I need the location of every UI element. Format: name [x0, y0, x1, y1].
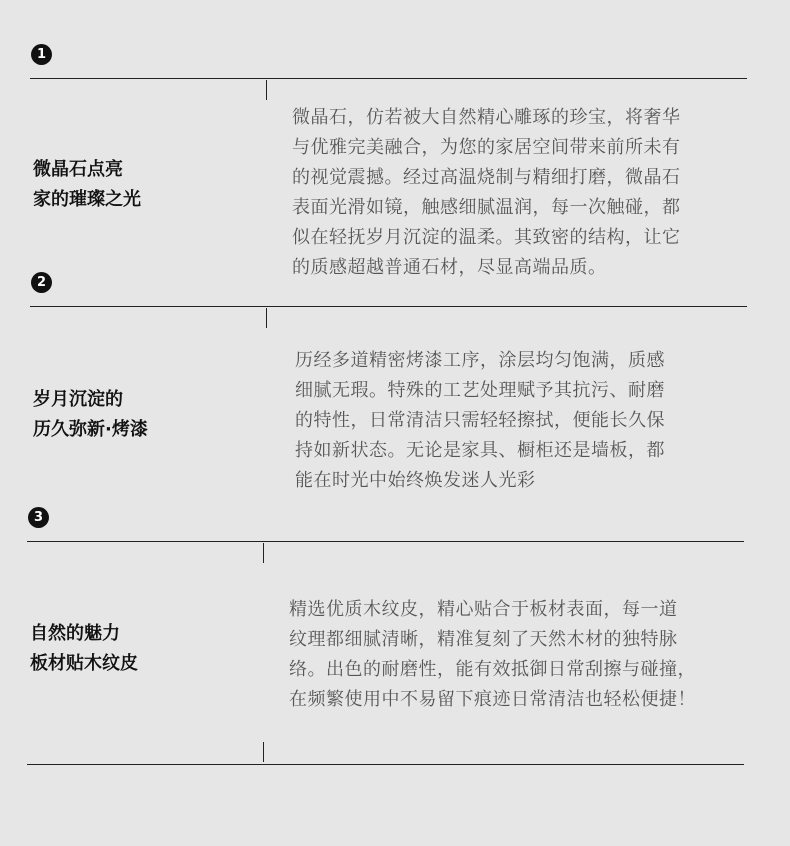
divider-tick: [263, 742, 264, 762]
section-body: [289, 595, 696, 715]
divider-tick: [263, 543, 264, 563]
body-line: 能在时光中始终焕发迷人光彩: [295, 470, 536, 491]
section-body: [295, 346, 665, 496]
section-title-line: 家的璀璨之光: [33, 189, 141, 210]
body-line: 的视觉震撼。经过高温烧制与精细打磨，微晶石: [292, 167, 681, 188]
section-title-line: 微晶石点亮: [33, 159, 123, 180]
body-line: 历经多道精密烤漆工序，涂层均匀饱满，质感: [295, 350, 665, 371]
body-line: 精选优质木纹皮，精心贴合于板材表面，每一道: [289, 599, 678, 620]
body-line: 络。出色的耐磨性，能有效抵御日常刮擦与碰撞，: [289, 659, 696, 680]
section-title: [33, 155, 141, 215]
body-line: 的特性，日常清洁只需轻轻擦拭，便能长久保: [295, 410, 665, 431]
section-number-badge: 3: [28, 507, 49, 528]
section-divider: [30, 78, 747, 79]
body-line: 纹理都细腻清晰，精准复刻了天然木材的独特脉: [289, 629, 678, 650]
section-title: [30, 619, 138, 679]
body-line: 的质感超越普通石材，尽显高端品质。: [292, 257, 607, 278]
body-line: 细腻无瑕。特殊的工艺处理赋予其抗污、耐磨: [295, 380, 665, 401]
body-line: 表面光滑如镜，触感细腻温润，每一次触碰，都: [292, 197, 681, 218]
section-title-line: 板材贴木纹皮: [30, 653, 138, 674]
section-title-line: 岁月沉淀的: [33, 389, 123, 410]
body-line: 在频繁使用中不易留下痕迹日常清洁也轻松便捷！: [289, 689, 696, 710]
section-body: [292, 103, 681, 283]
section-divider: [30, 306, 747, 307]
section-divider: [27, 764, 744, 765]
body-line: 持如新状态。无论是家具、橱柜还是墙板，都: [295, 440, 665, 461]
body-line: 微晶石，仿若被大自然精心雕琢的珍宝，将奢华: [292, 107, 681, 128]
section-title-line: 历久弥新·烤漆: [33, 419, 148, 440]
section-title-line: 自然的魅力: [30, 623, 120, 644]
divider-tick: [266, 80, 267, 100]
section-divider: [27, 541, 744, 542]
section-title: [33, 385, 148, 445]
body-line: 与优雅完美融合，为您的家居空间带来前所未有: [292, 137, 681, 158]
body-line: 似在轻抚岁月沉淀的温柔。其致密的结构，让它: [292, 227, 681, 248]
section-number-badge: 1: [31, 44, 52, 65]
section-number-badge: 2: [31, 272, 52, 293]
divider-tick: [266, 308, 267, 328]
